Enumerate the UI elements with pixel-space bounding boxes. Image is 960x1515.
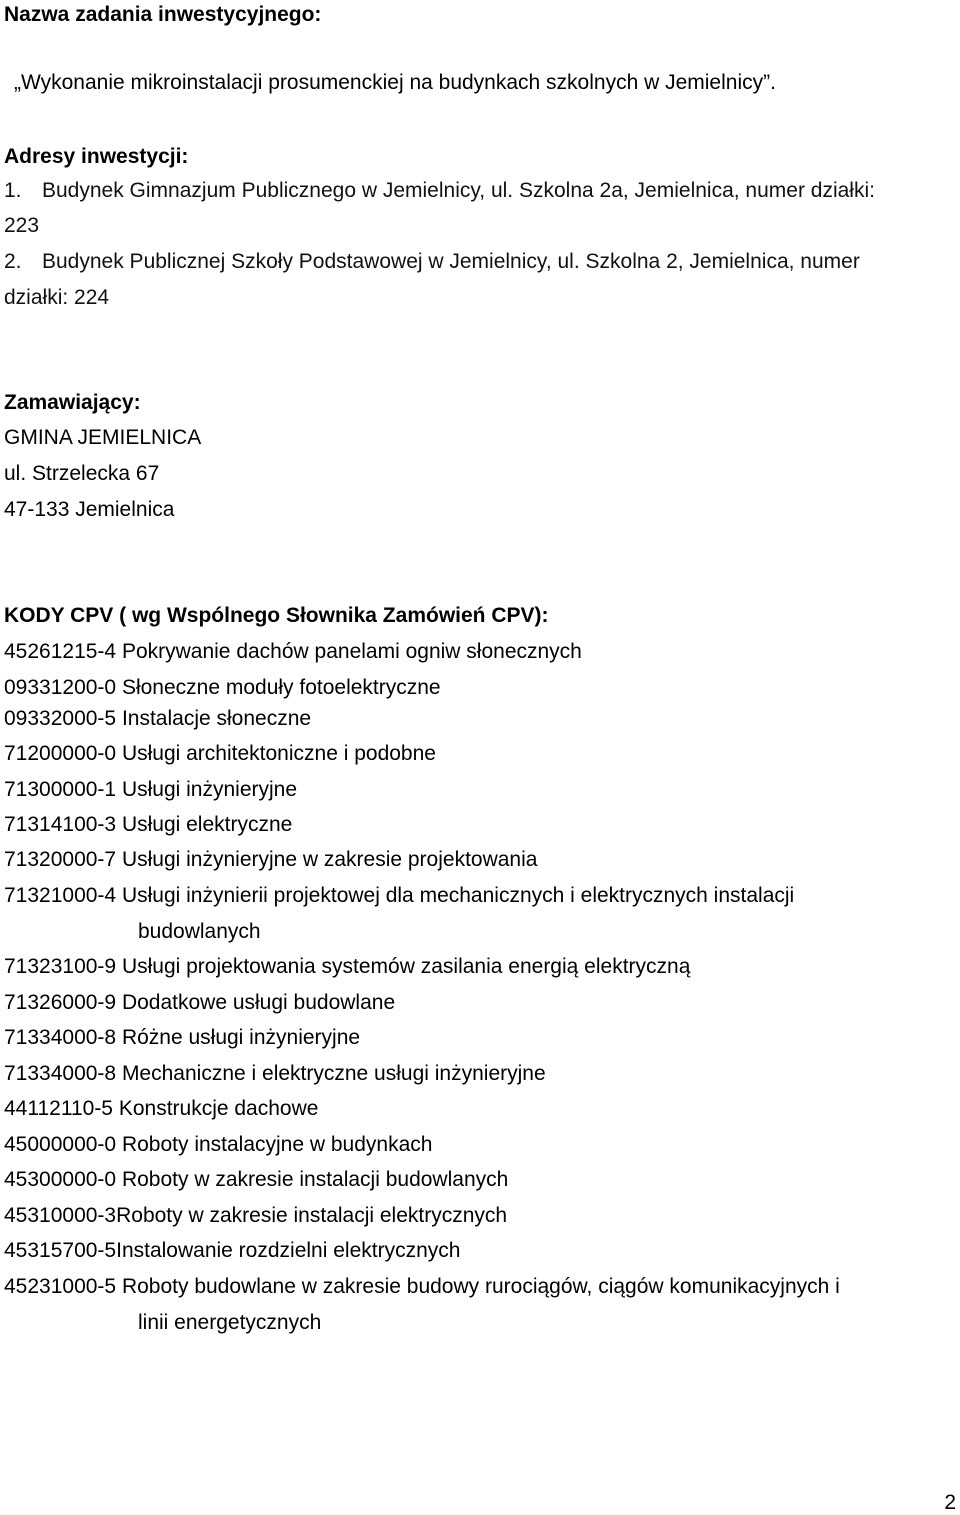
address-item-line2: 223	[4, 214, 40, 237]
address-item-line1: Budynek Publicznej Szkoły Podstawowej w Jemielnicy, ul. Szkolna 2, Jemielnica, numer	[42, 250, 860, 273]
cpv-row-continuation: linii energetycznych	[138, 1311, 322, 1334]
client-heading: Zamawiający:	[4, 391, 141, 414]
cpv-row: 45315700-5Instalowanie rozdzielni elektrycznych	[4, 1239, 461, 1262]
cpv-row: 71320000-7 Usługi inżynieryjne w zakresie projektowania	[4, 848, 538, 871]
address-item-line1: Budynek Gimnazjum Publicznego w Jemielnicy, ul. Szkolna 2a, Jemielnica, numer działki:	[42, 179, 875, 202]
client-street: ul. Strzelecka 67	[4, 462, 160, 485]
cpv-heading: KODY CPV ( wg Wspólnego Słownika Zamówień CPV):	[4, 604, 549, 627]
cpv-row: 71326000-9 Dodatkowe usługi budowlane	[4, 991, 396, 1014]
cpv-row-continuation: budowlanych	[138, 920, 261, 943]
cpv-row: 45231000-5 Roboty budowlane w zakresie budowy rurociągów, ciągów komunikacyjnych i	[4, 1275, 840, 1298]
cpv-row: 71200000-0 Usługi architektoniczne i podobne	[4, 742, 436, 765]
cpv-row: 71334000-8 Mechaniczne i elektryczne usługi inżynieryjne	[4, 1062, 546, 1085]
cpv-row: 09331200-0 Słoneczne moduły fotoelektryczne	[4, 676, 441, 699]
cpv-row: 71334000-8 Różne usługi inżynieryjne	[4, 1026, 361, 1049]
address-item	[4, 249, 944, 274]
cpv-row: 71321000-4 Usługi inżynierii projektowej dla mechanicznych i elektrycznych instalacji	[4, 884, 795, 907]
cpv-row: 45000000-0 Roboty instalacyjne w budynkach	[4, 1133, 433, 1156]
cpv-row: 09332000-5 Instalacje słoneczne	[4, 707, 312, 730]
investment-heading: Nazwa zadania inwestycyjnego:	[4, 3, 322, 26]
client-city: 47-133 Jemielnica	[4, 498, 175, 521]
cpv-row: 45261215-4 Pokrywanie dachów panelami ogniw słonecznych	[4, 640, 582, 663]
cpv-row: 71300000-1 Usługi inżynieryjne	[4, 778, 298, 801]
cpv-row: 44112110-5 Konstrukcje dachowe	[4, 1097, 319, 1120]
addresses-heading: Adresy inwestycji:	[4, 145, 189, 168]
client-name: GMINA JEMIELNICA	[4, 426, 202, 449]
page-number: 2	[944, 1491, 956, 1514]
cpv-row: 71323100-9 Usługi projektowania systemów zasilania energią elektryczną	[4, 955, 691, 978]
cpv-row: 71314100-3 Usługi elektryczne	[4, 813, 293, 836]
investment-title: „Wykonanie mikroinstalacji prosumenckiej na budynkach szkolnych w Jemielnicy”.	[14, 71, 776, 94]
address-item-line2: działki: 224	[4, 286, 110, 309]
address-item-number: 2.	[4, 250, 22, 273]
cpv-row: 45300000-0 Roboty w zakresie instalacji budowlanych	[4, 1168, 509, 1191]
address-item	[4, 178, 944, 203]
cpv-row: 45310000-3Roboty w zakresie instalacji elektrycznych	[4, 1204, 508, 1227]
address-item-number: 1.	[4, 179, 22, 202]
